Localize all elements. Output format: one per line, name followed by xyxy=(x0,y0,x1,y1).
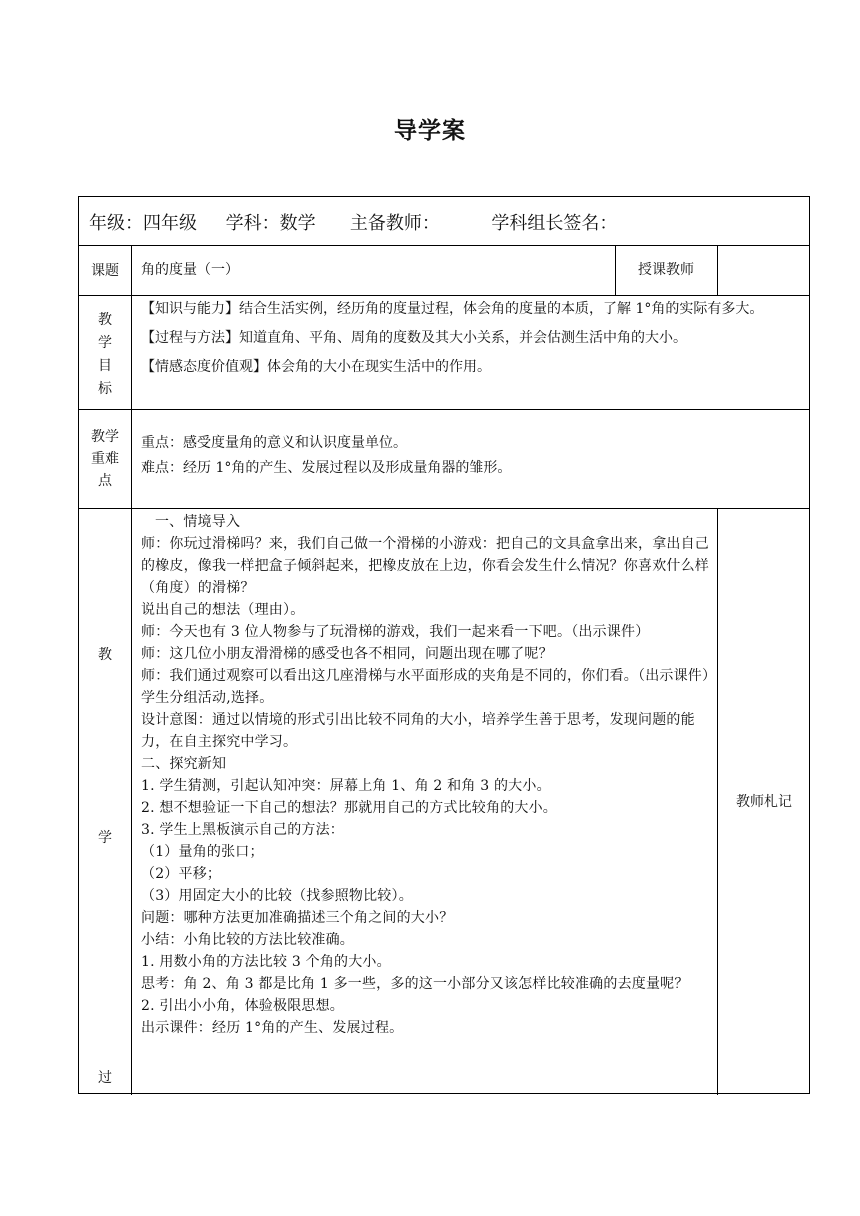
key-point-item: 难点：经历 1°角的产生、发展过程以及形成量角器的雏形。 xyxy=(141,460,512,476)
objectives-content xyxy=(141,298,806,379)
objective-item: 【情感态度价值观】体会角的大小在现实生活中的作用。 xyxy=(141,359,491,375)
lesson-plan-table xyxy=(78,196,810,1094)
process-line: 师：我们通过观察可以看出这几座滑梯与水平面形成的夹角是不同的，你们看。（出示课件） xyxy=(141,668,717,684)
page-title: 导学案 xyxy=(394,118,466,144)
process-line: 二、探究新知 xyxy=(141,756,227,772)
process-line: 思考：角 2、角 3 都是比角 1 多一些，多的这一小部分又该怎样比较准确的去度量呢？ xyxy=(141,976,689,992)
process-line: 出示课件：经历 1°角的产生、发展过程。 xyxy=(141,1020,404,1036)
header-info-line: 年级：四年级 学科：数学 主备教师： 学科组长签名： xyxy=(89,213,618,234)
label-column-divider xyxy=(131,245,132,1095)
process-line: 问题：哪种方法更加准确描述三个角之间的大小？ xyxy=(141,910,454,926)
objectives-label-char: 教 xyxy=(98,312,112,328)
process-line: 设计意图：通过以情境的形式引出比较不同角的大小，培养学生善于思考，发现问题的能力，在自主探究中学习。 xyxy=(141,712,695,750)
process-line: 3. 学生上黑板演示自己的方法： xyxy=(141,822,345,838)
topic-label: 课题 xyxy=(91,263,119,279)
objectives-label-char: 标 xyxy=(98,381,112,397)
row-divider xyxy=(79,409,809,410)
process-line: 师：这几位小朋友滑滑梯的感受也各不相同，问题出现在哪了呢？ xyxy=(141,646,553,662)
process-line: 说出自己的想法（理由）。 xyxy=(141,602,305,618)
objectives-label xyxy=(79,309,131,401)
process-label-char: 教 xyxy=(98,647,112,663)
objectives-label-char: 目 xyxy=(98,358,112,374)
key-points-label-line: 教学 xyxy=(91,429,119,445)
key-point-item: 重点：感受度量角的意义和认识度量单位。 xyxy=(141,435,407,451)
process-line: （1）量角的张口； xyxy=(141,844,264,860)
process-content xyxy=(141,511,715,1039)
key-points-label xyxy=(79,426,131,492)
row-divider xyxy=(79,508,809,509)
process-line: （2）平移； xyxy=(141,866,222,882)
objective-item: 【过程与方法】知道直角、平角、周角的度数及其大小关系，并会估测生活中角的大小。 xyxy=(141,330,687,346)
process-line: 一、情境导入 xyxy=(141,514,241,530)
process-line: 2. 想不想验证一下自己的想法？那就用自己的方式比较角的大小。 xyxy=(141,800,558,816)
key-points-content xyxy=(141,432,806,480)
objectives-label-char: 学 xyxy=(98,335,112,351)
process-label-char: 过 xyxy=(98,1070,112,1086)
process-label-char: 学 xyxy=(98,830,112,846)
key-points-label-line: 重难 xyxy=(91,451,119,467)
topic-value: 角的度量（一） xyxy=(141,262,239,278)
key-points-label-line: 点 xyxy=(98,473,112,489)
process-line: 师：你玩过滑梯吗？来，我们自己做一个滑梯的小游戏：把自己的文具盒拿出来，拿出自己的橡皮，像我一样把盒子倾斜起来，把橡皮放在上边，你看会发生什么情况？你喜欢什么样（角度）的滑梯？ xyxy=(141,536,709,596)
process-line: 1. 学生猜测，引起认知冲突：屏幕上角 1、角 2 和角 3 的大小。 xyxy=(141,778,551,794)
process-line: 2. 引出小小角，体验极限思想。 xyxy=(141,998,345,1014)
teacher-notes-label: 教师札记 xyxy=(736,794,792,810)
objective-item: 【知识与能力】结合生活实例，经历角的度量过程，体会角的度量的本质，了解 1°角的实际有多大。 xyxy=(141,301,764,317)
process-line: 1. 用数小角的方法比较 3 个角的大小。 xyxy=(141,954,391,970)
row-divider xyxy=(79,295,809,296)
teacher-label: 授课教师 xyxy=(638,262,694,278)
process-line: 师：今天也有 3 位人物参与了玩滑梯的游戏，我们一起来看一下吧。（出示课件） xyxy=(141,624,650,640)
process-line: 学生分组活动,选择。 xyxy=(141,690,274,706)
process-line: 小结：小角比较的方法比较准确。 xyxy=(141,932,354,948)
process-line: （3）用固定大小的比较（找参照物比较）。 xyxy=(141,888,413,904)
teacher-divider xyxy=(717,245,718,295)
row-divider xyxy=(79,245,809,246)
